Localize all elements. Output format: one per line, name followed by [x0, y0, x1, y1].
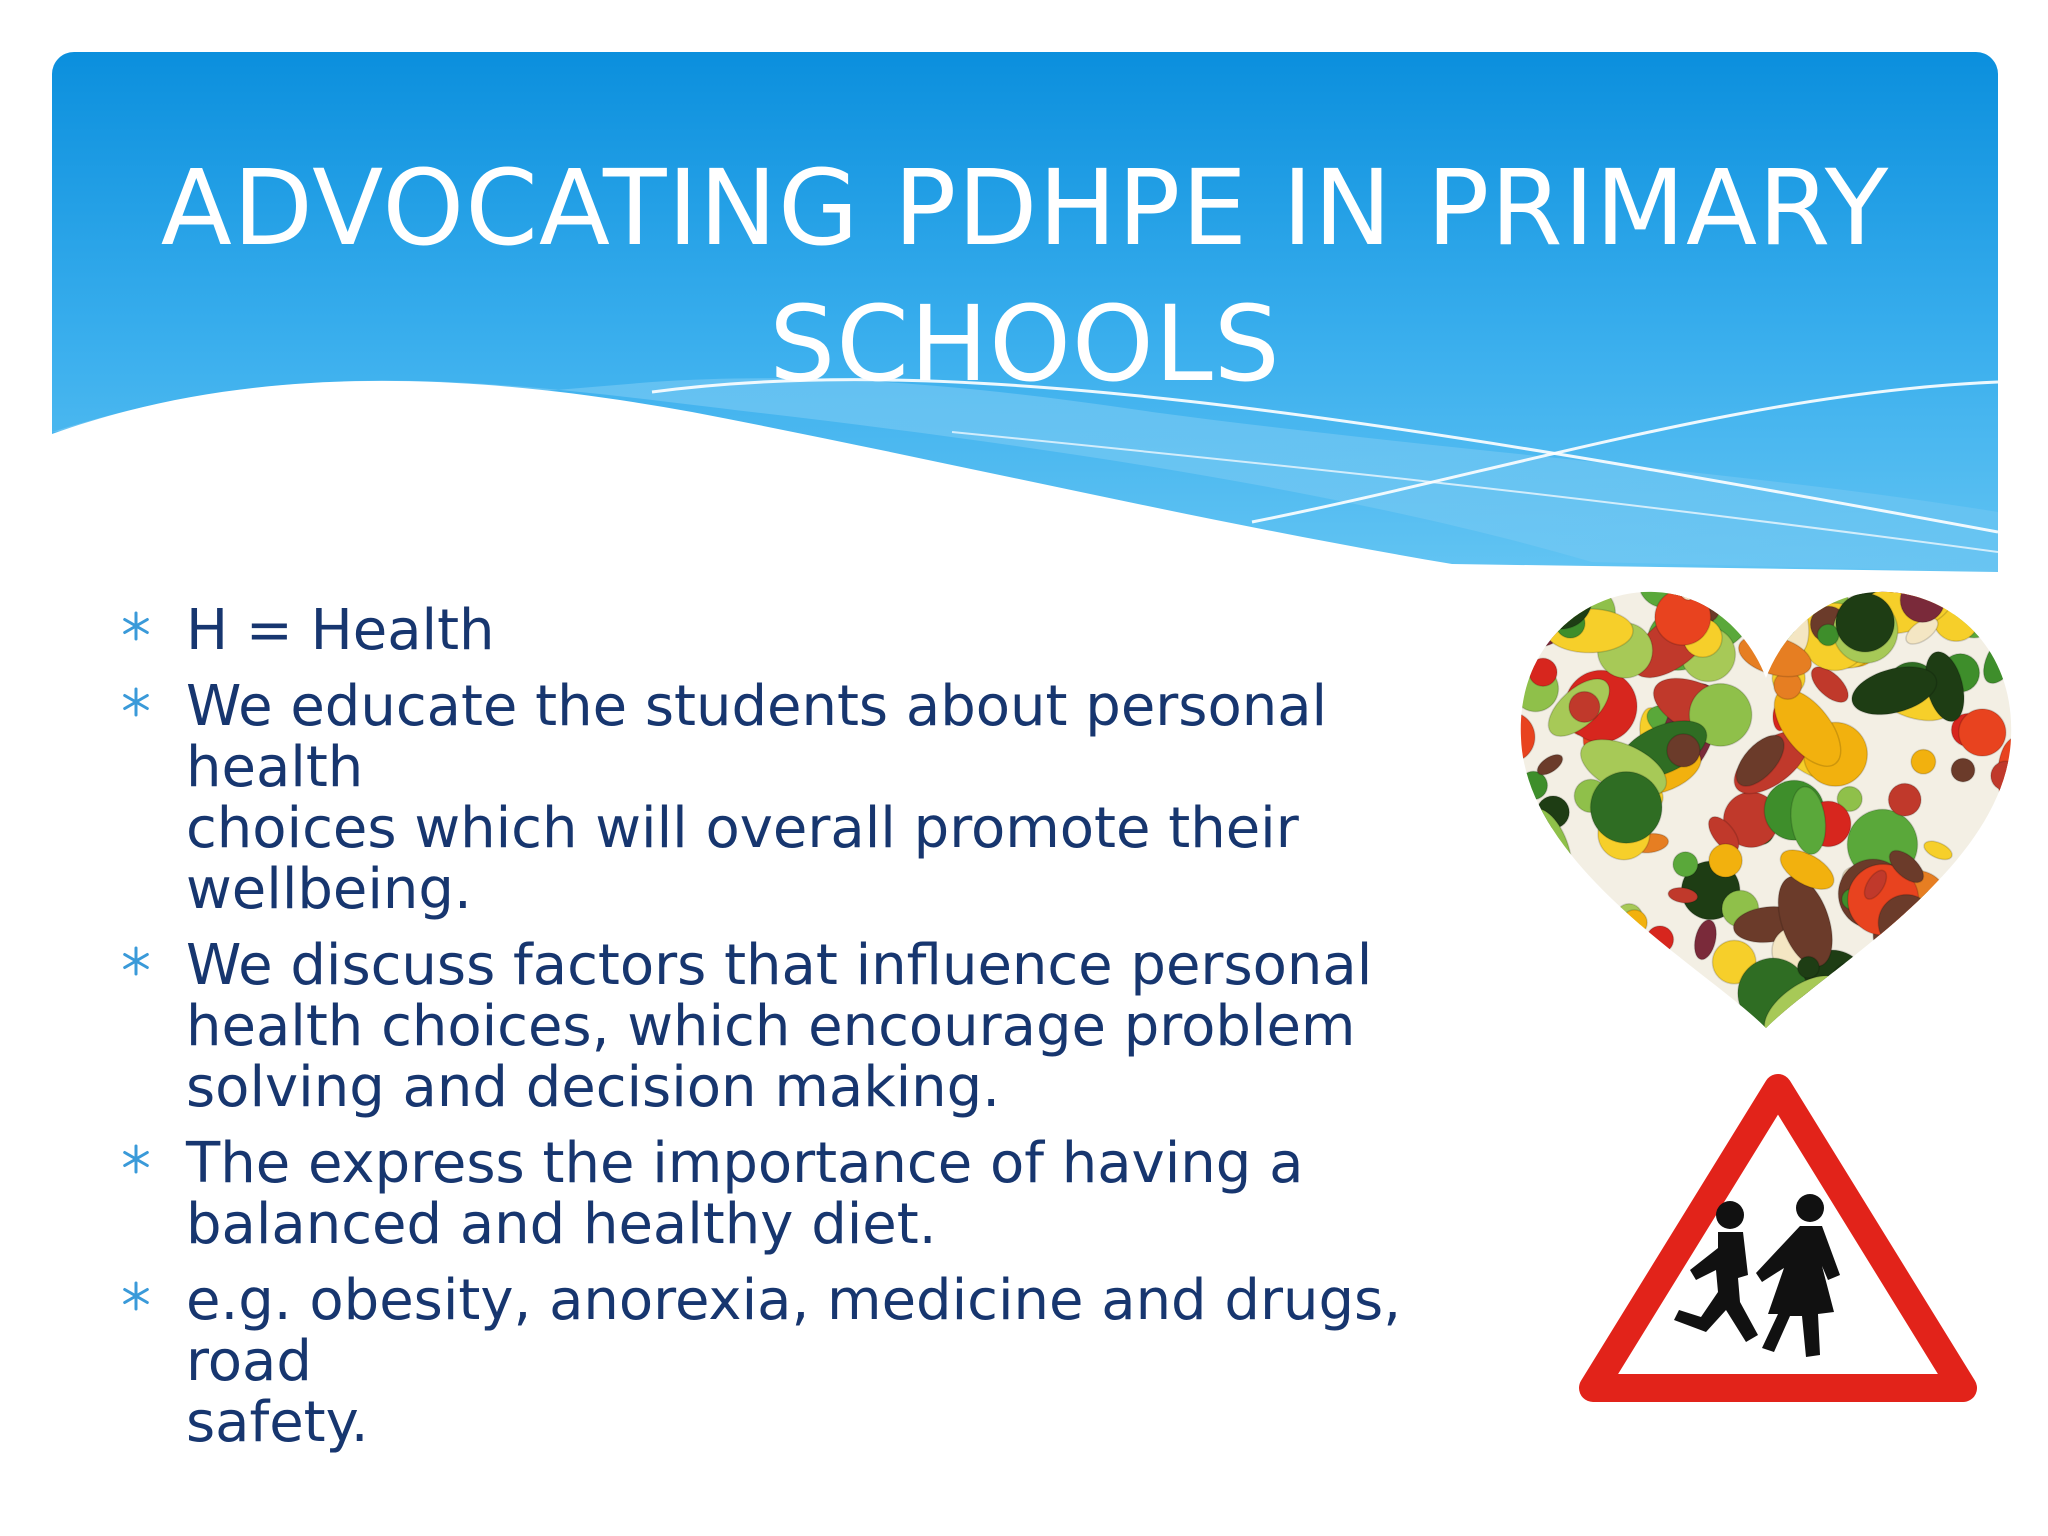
vegetable-piece: [1954, 568, 2008, 594]
vegetable-piece: [1824, 998, 1861, 1035]
vegetable-piece: [1614, 1009, 1683, 1038]
vegetable-piece: [1740, 578, 1773, 619]
bullet-item: [120, 935, 1460, 1118]
bullet-line: We discuss factors that influence personal: [186, 933, 1373, 998]
vegetable-piece: [1529, 658, 1557, 686]
bullet-line: e.g. obesity, anorexia, medicine and drugs, road: [186, 1268, 1401, 1394]
vegetable-piece: [1836, 594, 1894, 652]
vegetable-piece: [1878, 895, 1934, 951]
vegetable-piece: [1794, 568, 1834, 595]
vegetable-piece: [2002, 910, 2026, 941]
title-line: ADVOCATING PDHPE IN PRIMARY: [160, 147, 1890, 269]
vegetable-piece: [1886, 960, 1944, 1036]
vegetable-piece: [1729, 599, 1751, 621]
vegetable-piece: [1902, 1021, 1928, 1038]
vegetable-piece: [1622, 910, 1647, 935]
bullet-item: [120, 676, 1460, 920]
vegetable-piece: [1902, 972, 1936, 1006]
bullet-item: [120, 1133, 1460, 1255]
bullet-line: The express the importance of having a: [186, 1131, 1304, 1196]
vegetable-piece: [1832, 963, 1863, 994]
bullet-line: balanced and healthy diet.: [186, 1192, 937, 1257]
vegetable-piece: [1506, 924, 1559, 995]
children-crossing-sign-image: [1578, 1070, 1978, 1410]
vegetable-piece: [1902, 972, 2003, 1038]
vegetable-piece: [1951, 758, 1974, 781]
asterisk-icon: [120, 1280, 152, 1312]
vegetable-piece: [1582, 573, 1606, 597]
bullet-line: choices which will overall promote their: [186, 796, 1299, 861]
vegetable-piece: [1924, 951, 1952, 979]
bullet-item: [120, 600, 1460, 661]
vegetable-piece: [1912, 894, 1959, 941]
vegetable-piece: [1639, 969, 1690, 1020]
vegetable-piece: [1692, 568, 1751, 602]
asterisk-icon: [120, 945, 152, 977]
vegetable-piece: [1506, 910, 1561, 1017]
vegetable-piece: [1798, 957, 1820, 979]
vegetable-piece: [1537, 944, 1561, 968]
vegetable-piece: [1911, 749, 1935, 773]
vegetable-piece: [1988, 964, 2026, 1006]
vegetable-piece: [1776, 568, 1813, 598]
vegetable-piece: [1569, 692, 1600, 723]
vegetable-piece: [1988, 911, 2013, 936]
vegetable-piece: [1877, 970, 1918, 1035]
vegetable-piece: [1718, 568, 1770, 596]
bullet-item: [120, 1270, 1460, 1453]
bullet-line: H = Health: [186, 598, 495, 663]
vegetable-piece: [1524, 888, 1583, 947]
vegetable-piece: [1857, 568, 1890, 591]
vegetable-piece: [1534, 980, 1561, 1027]
vegetable-piece: [1977, 591, 2015, 629]
vegetable-piece: [1506, 929, 1525, 950]
bullet-line: We educate the students about personal health: [186, 674, 1328, 800]
vegetable-piece: [1536, 885, 1577, 939]
title-line: SCHOOLS: [769, 283, 1281, 405]
vegetable-piece: [1952, 855, 1985, 912]
vegetable-piece: [1802, 992, 1873, 1038]
vegetable-piece: [1709, 844, 1742, 877]
vegetable-piece: [1573, 1010, 1616, 1038]
vegetable-piece: [1900, 578, 1944, 622]
vegetable-piece: [1991, 761, 2020, 790]
vegetable-piece: [1730, 589, 1776, 635]
vegetable-piece: [1519, 771, 1547, 799]
vegetable-piece: [1591, 772, 1662, 843]
vegetable-heart-image: [1506, 568, 2026, 1038]
bullet-line: solving and decision making.: [186, 1055, 1001, 1120]
vegetable-piece: [1534, 970, 1558, 994]
asterisk-icon: [120, 686, 152, 718]
asterisk-icon: [120, 1143, 152, 1175]
vegetable-piece: [1977, 866, 2001, 890]
vegetable-piece: [1584, 1007, 1644, 1038]
vegetable-piece: [1506, 895, 1559, 942]
title-banner: [52, 52, 1998, 572]
vegetable-piece: [1667, 734, 1700, 767]
vegetable-piece: [1837, 993, 1880, 1017]
vegetable-piece: [1506, 974, 1567, 1038]
bullet-list: [120, 600, 1460, 1468]
vegetable-piece: [1888, 783, 1921, 816]
vegetable-piece: [1982, 568, 2018, 587]
vegetable-piece: [1530, 568, 1593, 629]
vegetable-piece: [1942, 925, 1977, 984]
vegetable-piece: [1959, 709, 2006, 756]
vegetable-piece: [1668, 568, 1689, 598]
bullet-line: safety.: [186, 1390, 369, 1455]
slide-title: [52, 140, 1998, 412]
vegetable-piece: [1646, 926, 1673, 953]
asterisk-icon: [120, 610, 152, 642]
bullet-line: wellbeing.: [186, 857, 472, 922]
vegetable-piece: [1673, 852, 1698, 877]
bullet-line: health choices, which encourage problem: [186, 994, 1356, 1059]
